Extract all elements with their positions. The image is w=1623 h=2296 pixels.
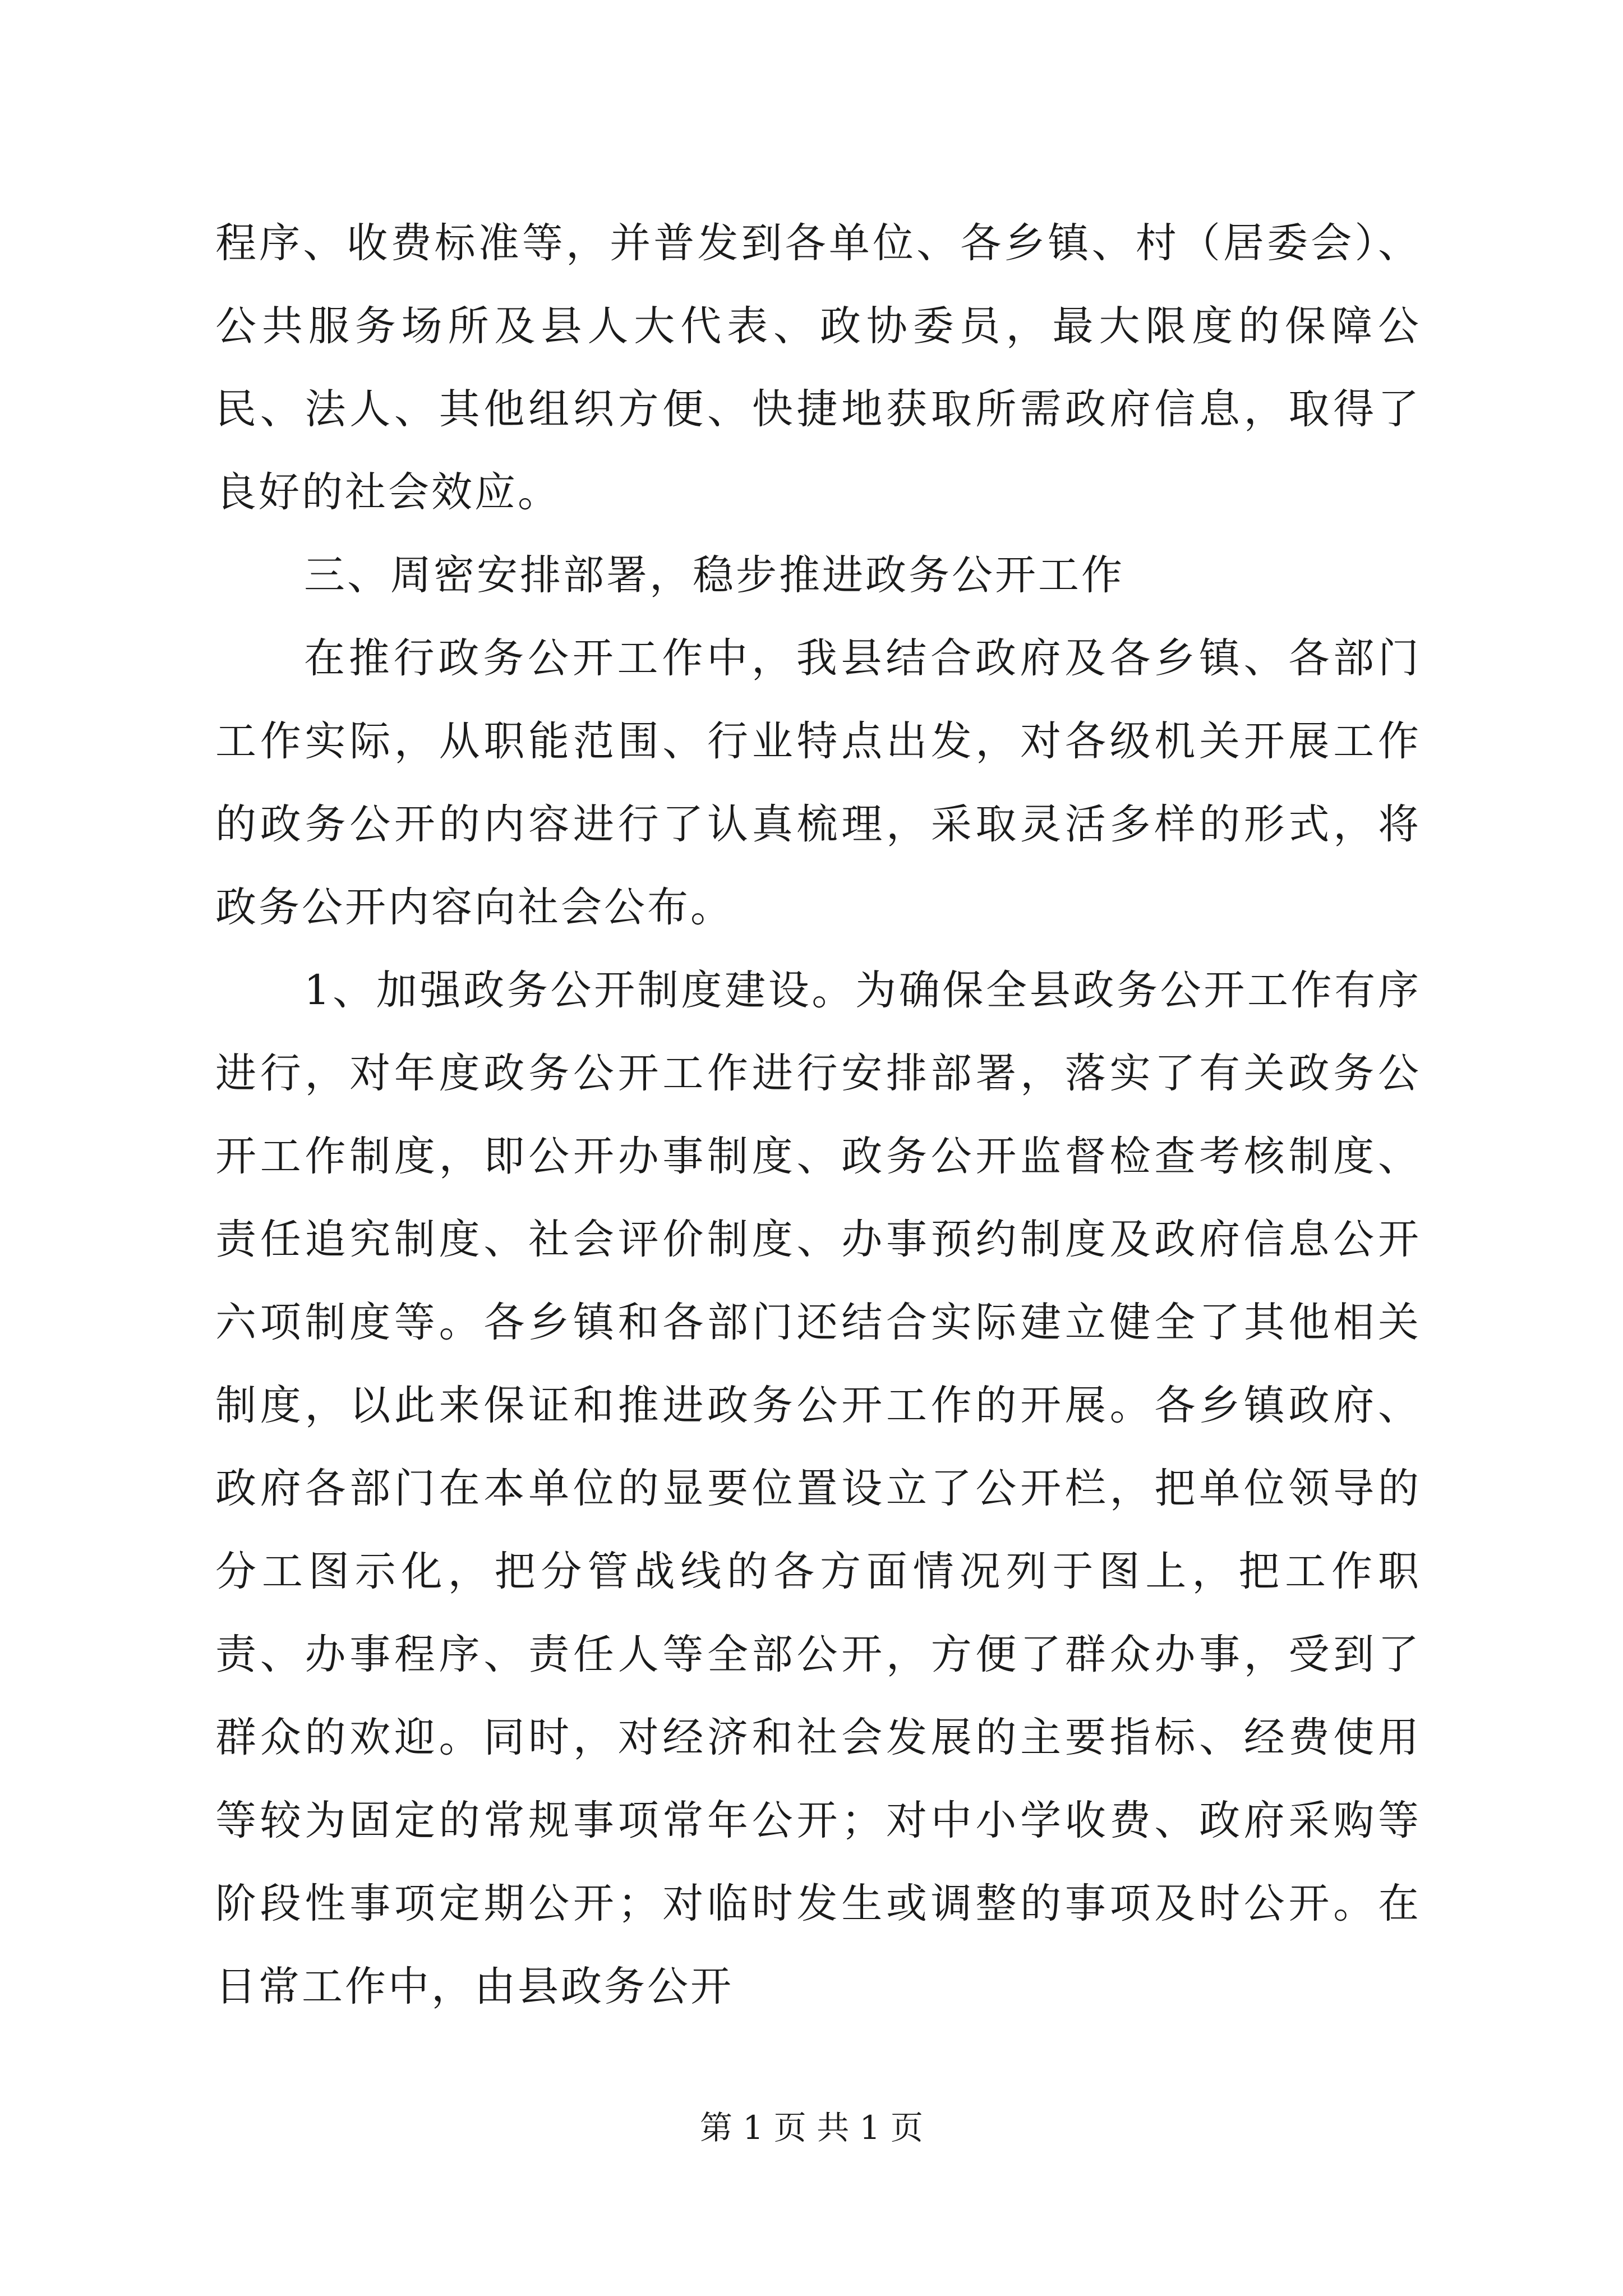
paragraph-continuation: 程序、收费标准等，并普发到各单位、各乡镇、村（居委会）、公共服务场所及县人大代表、政协委员，最大限度的保障公民、法人、其他组织方便、快捷地获取所需政府信息，取得了良好的社会效应。	[215, 219, 1421, 516]
section-heading: 三、周密安排部署，稳步推进政务公开工作	[304, 551, 1124, 599]
paragraph-intro: 在推行政务公开工作中，我县结合政府及各乡镇、各部门工作实际，从职能范围、行业特点出发，对各级机关开展工作的政务公开的内容进行了认真梳理，采取灵活多样的形式，将政务公开内容向社会公布。	[215, 634, 1421, 931]
document-body	[215, 202, 1421, 2028]
paragraph-item-1: 1、加强政务公开制度建设。为确保全县政务公开工作有序进行，对年度政务公开工作进行安排部署，落实了有关政务公开工作制度，即公开办事制度、政务公开监督检查考核制度、责任追究制度、社会评价制度、办事预约制度及政府信息公开六项制度等。各乡镇和各部门还结合实际建立健全了其他相关制度，以此来保证和推进政务公开工作的开展。各乡镇政府、政府各部门在本单位的显要位置设立了公开栏，把单位领导的分工图示化，把分管战线的各方面情况列于图上，把工作职责、办事程序、责任人等全部公开，方便了群众办事，受到了群众的欢迎。同时，对经济和社会发展的主要指标、经费使用等较为固定的常规事项常年公开；对中小学收费、政府采购等阶段性事项定期公开；对临时发生或调整的事项及时公开。在日常工作中，由县政务公开	[215, 967, 1421, 2010]
page-footer: 第 1 页 共 1 页	[700, 2109, 923, 2147]
